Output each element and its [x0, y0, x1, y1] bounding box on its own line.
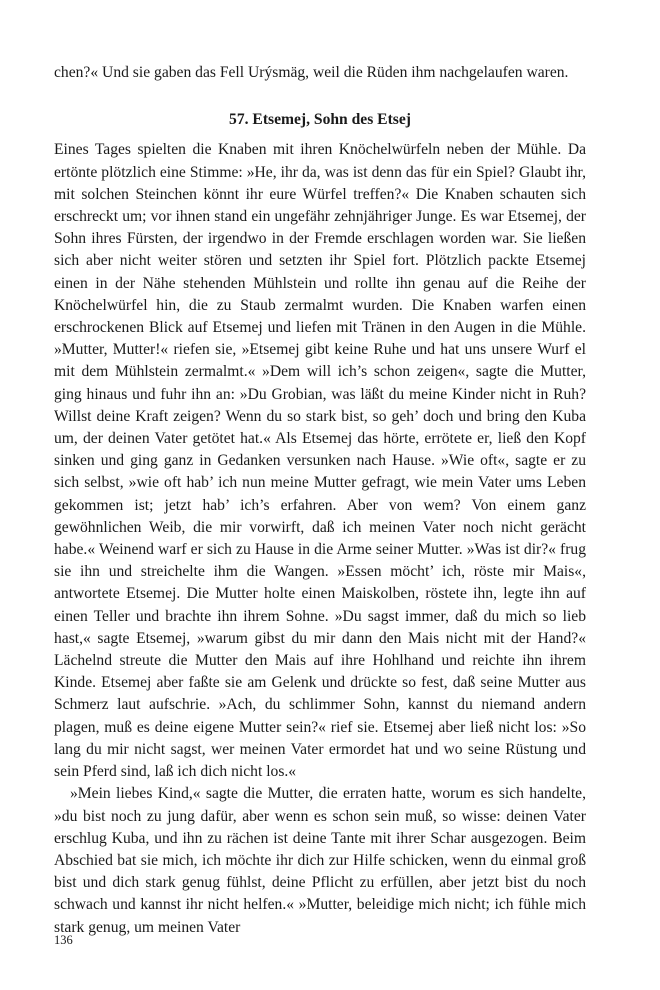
paragraph: Eines Tages spielten die Knaben mit ihren Knöchelwürfeln neben der Mühle. Da ertönte plötzlich eine Stimme: »He, ihr da, was ist denn das für ein Spiel? Glaubt ihr, mit solchen Steinchen könnt ihr eure Würfel treffen?« Die Knaben schauten sich erschreckt um; vor ihnen stand ein ungefähr zehnjähriger Junge. Es war Etsemej, der Sohn ihres Fürsten, der irgendwo in der Fremde erschlagen worden war. Sie ließen sich aber nicht weiter stören und setzten ihr Spiel fort. Plötzlich packte Etsemej einen in der Nähe stehenden Mühlstein und rollte ihn genau auf die Reihe der Knöchelwürfel hin, die zu Staub zermalmt wurden. Die Knaben warfen einen erschrockenen Blick auf Etsemej und liefen mit Tränen in den Augen in die Mühle. »Mutter, Mutter!« riefen sie, »Etsemej gibt keine Ruhe und hat uns unsere Wurf el mit dem Mühlstein zermalmt.« »Dem will ich’s schon zeigen«, sagte die Mutter, ging hinaus und fuhr ihn an: »Du Grobian, was läßt du meine Kinder nicht in Ruh? Willst deine Kraft zeigen? Wenn du so stark bist, so geh’ doch und bring den Kuba um, der deinen Vater getötet hat.« Als Etsemej das hörte, errötete er, ließ den Kopf sinken und ging ganz in Gedanken versunken nach Hause. »Wie oft«, sagte er zu sich selbst, »wie oft hab’ ich nun meine Mutter gefragt, wie mein Vater ums Leben gekommen ist; jetzt hab’ ich’s erfahren. Aber von wem? Von einem ganz gewöhnlichen Weib, die mir vorwirft, daß ich meinen Vater noch nicht gerächt habe.« Weinend warf er sich zu Hause in die Arme seiner Mutter. »Was ist dir?« frug sie ihn und streichelte ihm die Wangen. »Essen möcht’ ich, röste mir Mais«, antwortete Etsemej. Die Mutter holte einen Maiskolben, röstete ihn, legte ihn auf einen Teller und brachte ihn ihrem Sohne. »Du sagst immer, daß du mich so lieb hast,« sagte Etsemej, »warum gibst du mir dann den Mais nicht mit der Hand?« Lächelnd streute die Mutter den Mais auf ihre Hohlhand und reichte ihn ihrem Kinde. Etsemej aber faßte sie am Gelenk und drückte so fest, daß seine Mutter aus Schmerz laut aufschrie. »Ach, du schlimmer Sohn, kannst du niemand andern plagen, muß es deine eigene Mutter sein?« rief sie. Etsemej aber ließ nicht los: »So lang du mir nicht sagst, wer meinen Vater ermordet hat und wo seine Rüstung und sein Pferd sind, laß ich dich nicht los.«	[54, 141, 586, 781]
intro-paragraph: chen?« Und sie gaben das Fell Urýsmäg, weil die Rüden ihm nachgelaufen waren.	[54, 64, 569, 81]
page-body	[54, 62, 586, 939]
paragraph: »Mein liebes Kind,« sagte die Mutter, die erraten hatte, worum es sich handelte, »du bist noch zu jung dafür, aber wenn es schon sein muß, so wisse: deinen Vater erschlug Kuba, und ihn zu rächen ist deine Tante mit ihrer Schar ausgezogen. Beim Abschied bat sie mich, ich möchte ihr dich zur Hilfe schicken, wenn du einmal groß bist und dich stark genug fühlst, deine Pflicht zu erfüllen, aber jetzt bist du noch schwach und kannst ihr nicht helfen.« »Mutter, beleidige mich nicht; ich fühle mich stark genug, um meinen Vater	[54, 785, 586, 936]
section-heading: 57. Etsemej, Sohn des Etsej	[229, 111, 411, 129]
page-number: 136	[54, 933, 73, 947]
